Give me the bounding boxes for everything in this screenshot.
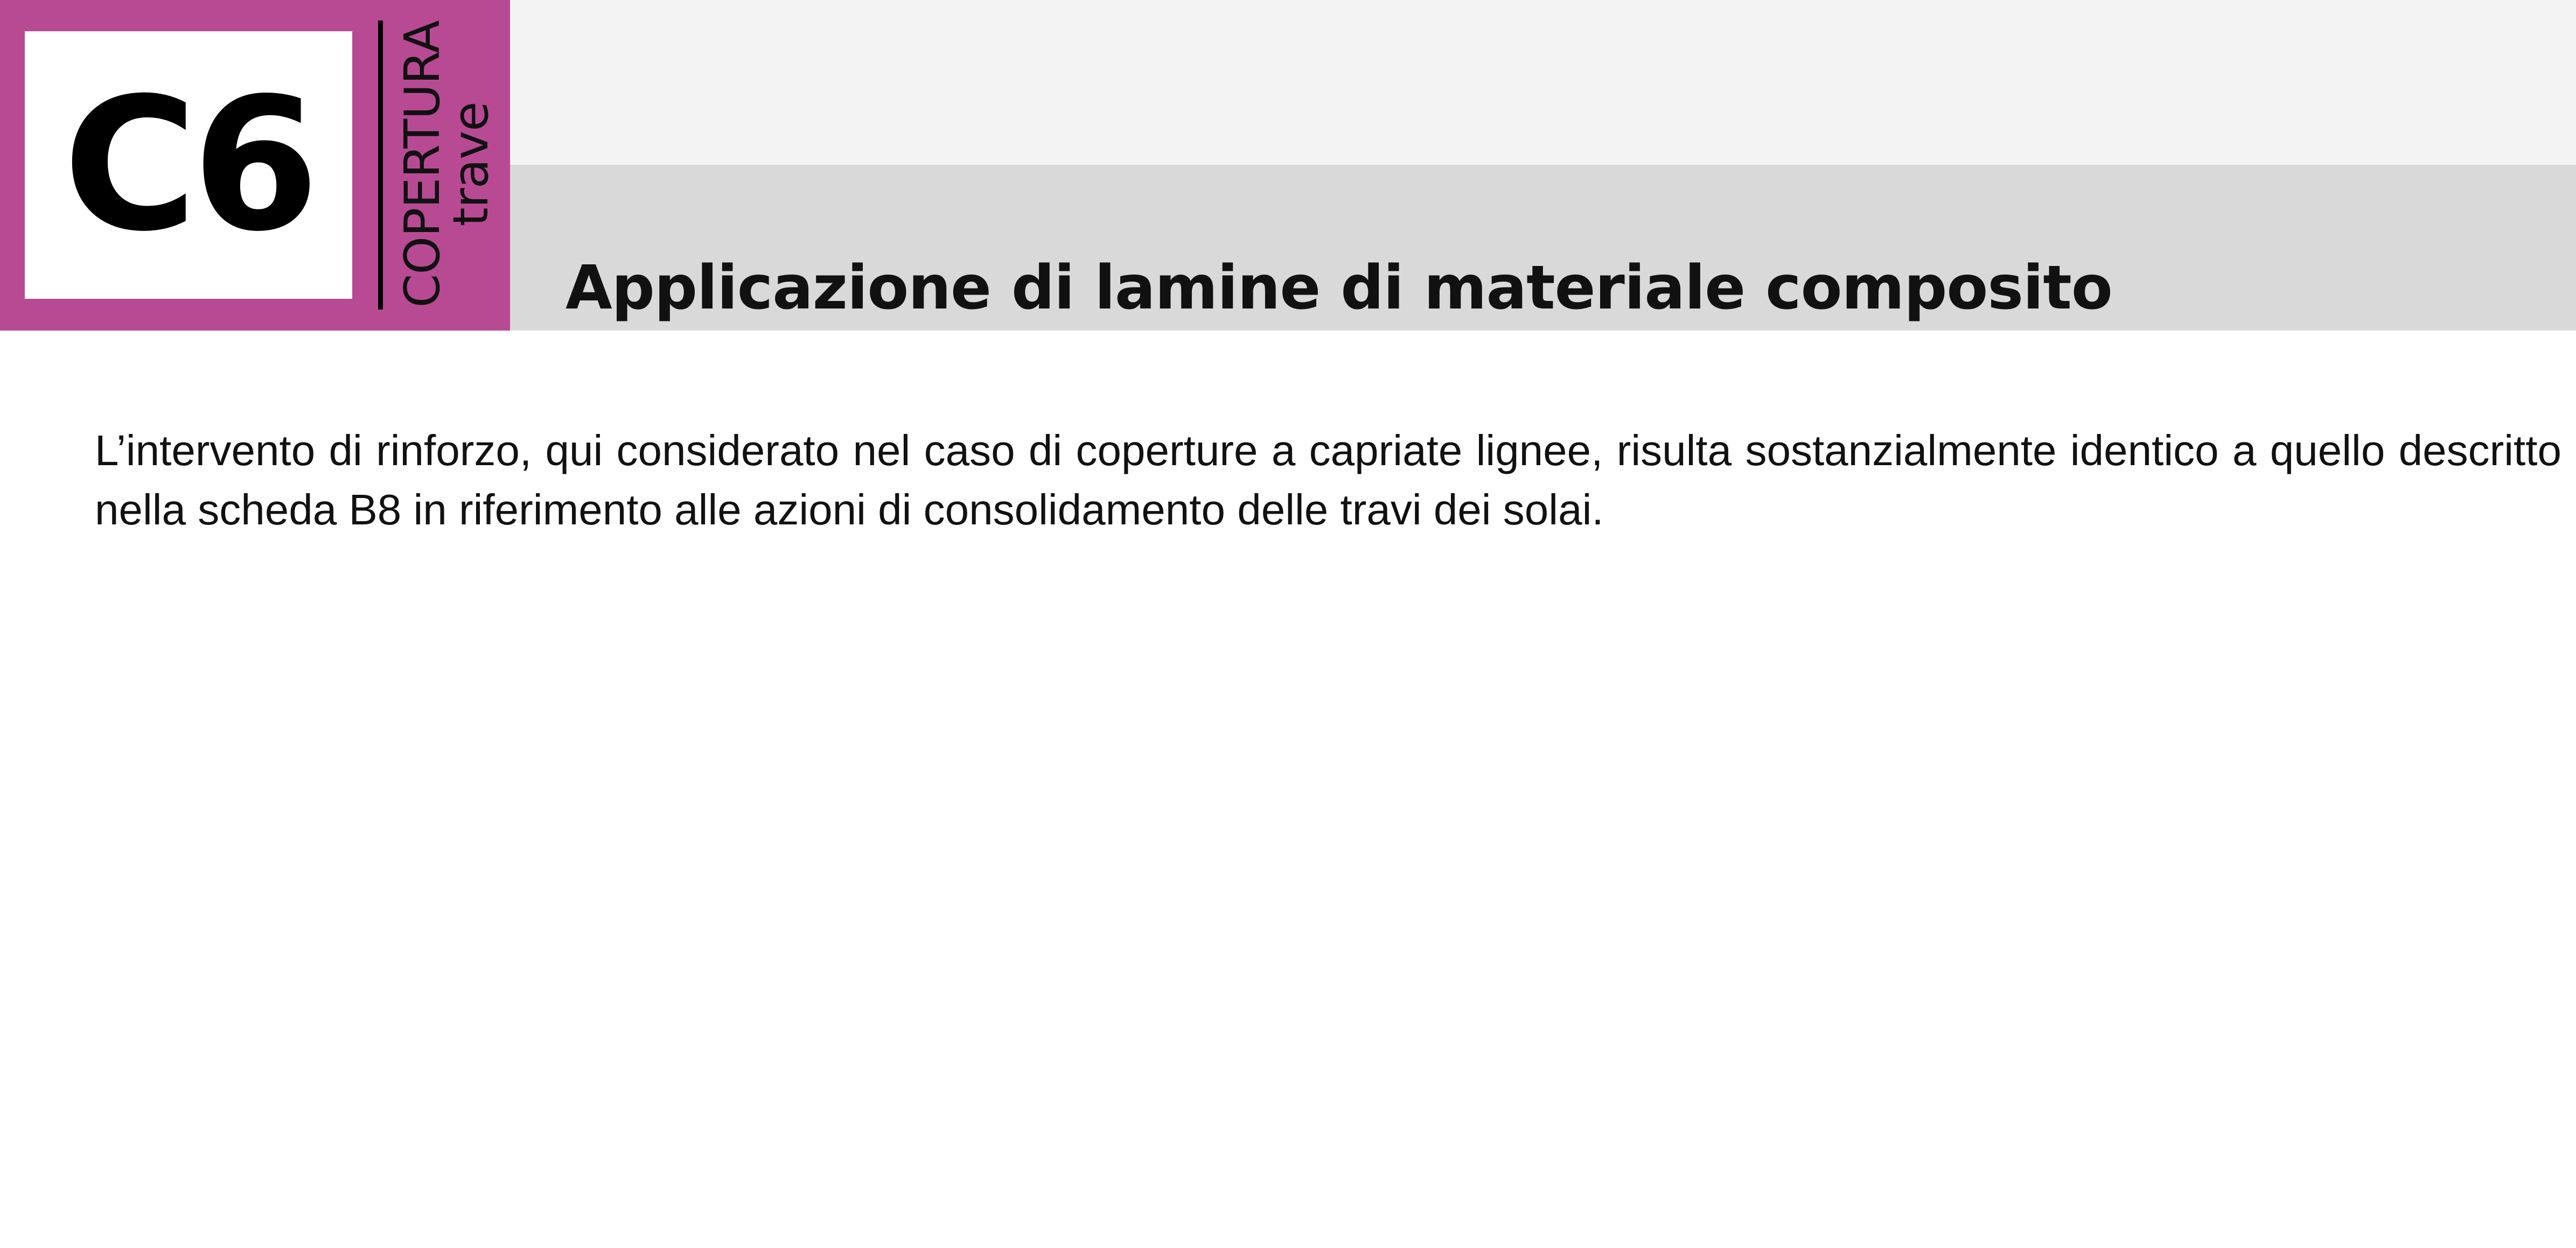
page-title: Applicazione di lamine di materiale composito: [566, 253, 2112, 324]
section-category: COPERTURA: [394, 20, 451, 308]
section-labels: [393, 22, 501, 307]
header-top-band: [510, 0, 2576, 165]
section-code: C6: [62, 58, 315, 272]
badge-divider: [378, 20, 383, 310]
body-paragraph: L’intervento di rinforzo, qui considerato nel caso di coperture a capriate lignee, risulta sostanzialmente identico a quello descritto nella scheda B8 in riferimento alle azioni di consolidamento delle travi dei solai.: [95, 426, 2561, 534]
section-code-box: [25, 31, 352, 299]
section-badge: [0, 0, 510, 331]
section-subcategory: trave: [443, 102, 499, 227]
